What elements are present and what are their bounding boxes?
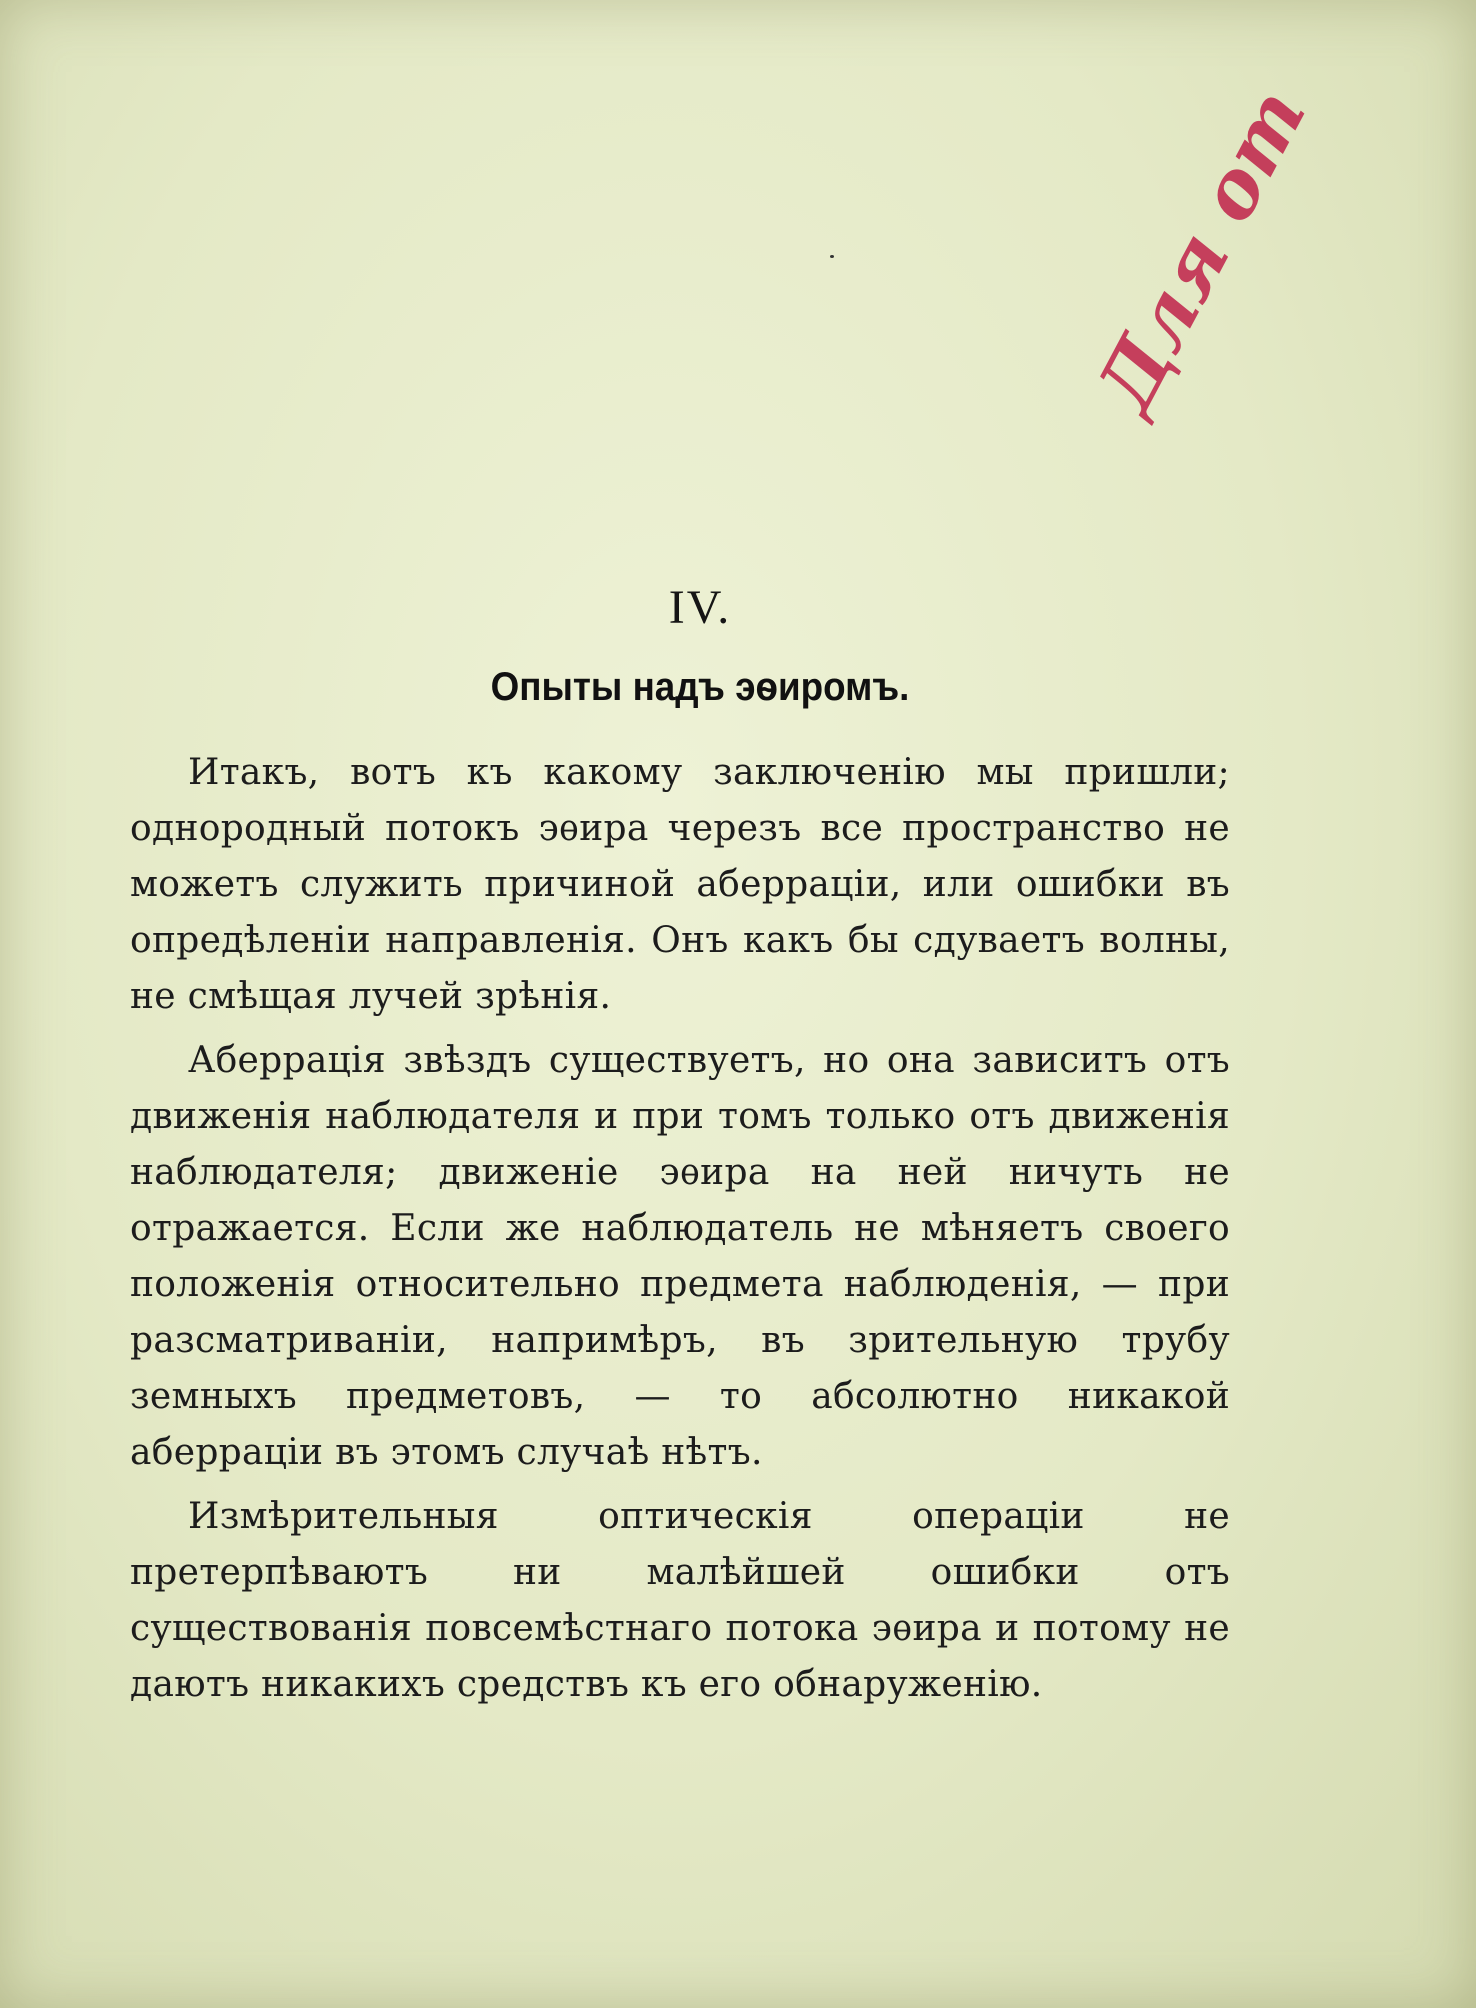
library-stamp (1079, 74, 1476, 510)
stamp-text: Для от (1079, 74, 1324, 427)
paragraph: Аберрація звѣздъ существуетъ, но она зависитъ отъ движенія наблюдателя и при томъ только отъ движенія наблюдателя; движеніе эѳира на ней ничуть не отражается. Если же наблюдатель не мѣняетъ своего положенія относительно предмета наблюденія, — при разсматриваніи, напримѣръ, въ зрительную трубу земныхъ предметовъ, — то абсолютно никакой аберраціи въ этомъ случаѣ нѣтъ. (130, 1040, 1230, 1473)
paragraph: Итакъ, вотъ къ какому заключенію мы пришли; однородный потокъ эѳира черезъ все пространство не можетъ служить причиной аберраціи, или ошибки въ опредѣленіи направленія. Онъ какъ бы сдуваетъ волны, не смѣщая лучей зрѣнія. (130, 752, 1230, 1017)
body-text (130, 745, 1230, 1721)
ink-speck (830, 255, 834, 258)
chapter-title: Опыты надъ эѳиромъ. (490, 665, 910, 709)
paragraph: Измѣрительныя оптическія операціи не претерпѣваютъ ни малѣйшей ошибки отъ существованія повсемѣстнаго потока эѳира и потому не даютъ никакихъ средствъ къ его обнаруженію. (130, 1496, 1230, 1705)
chapter-number: IV. (668, 581, 732, 634)
